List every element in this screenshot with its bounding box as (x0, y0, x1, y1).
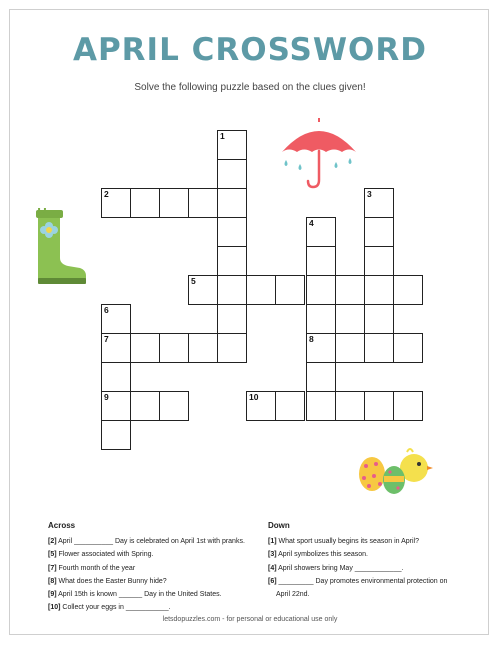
cell[interactable] (306, 333, 336, 363)
clue-number: 3 (367, 189, 372, 199)
cell[interactable] (306, 217, 336, 247)
cell[interactable] (306, 391, 336, 421)
cell[interactable] (217, 246, 247, 276)
clue-item: [9] April 15th is known ______ Day in the United States. (48, 591, 222, 599)
cell[interactable] (188, 188, 218, 218)
footer-text: letsdopuzzles.com - for personal or educational use only (162, 616, 338, 623)
cell[interactable] (393, 391, 423, 421)
cell[interactable] (275, 391, 305, 421)
down-clues (268, 519, 447, 601)
cell[interactable] (335, 333, 365, 363)
cell[interactable] (159, 188, 189, 218)
cell[interactable] (101, 304, 131, 334)
cell[interactable] (364, 246, 394, 276)
clue-number: 10 (249, 392, 259, 402)
rain-boot-icon (30, 208, 90, 286)
across-clues (48, 519, 245, 614)
clue-number: 1 (220, 131, 225, 141)
cell[interactable] (101, 333, 131, 363)
cell[interactable] (335, 275, 365, 305)
cell[interactable] (306, 362, 336, 392)
cell[interactable] (306, 275, 336, 305)
cell[interactable] (217, 333, 247, 363)
cell[interactable] (364, 333, 394, 363)
cell[interactable] (217, 275, 247, 305)
cell[interactable] (188, 333, 218, 363)
clue-item-continued: April 22nd. (276, 591, 310, 599)
clue-number: 9 (104, 392, 109, 402)
instructions: Solve the following puzzle based on the clues given! (134, 82, 366, 93)
cell[interactable] (306, 246, 336, 276)
cell[interactable] (188, 275, 218, 305)
clue-number: 2 (104, 189, 109, 199)
clue-item: [5] Flower associated with Spring. (48, 551, 154, 559)
cell[interactable] (246, 391, 276, 421)
clue-number: 4 (309, 218, 314, 228)
cell[interactable] (335, 391, 365, 421)
clue-item: [3] April symbolizes this season. (268, 551, 368, 559)
clue-number: 8 (309, 334, 314, 344)
cell[interactable] (364, 275, 394, 305)
page-title: APRIL CROSSWORD (72, 32, 428, 68)
cell[interactable] (217, 217, 247, 247)
cell[interactable] (159, 391, 189, 421)
cell[interactable] (393, 333, 423, 363)
clue-item: [1] What sport usually begins its season in April? (268, 538, 419, 546)
cell[interactable] (364, 391, 394, 421)
clue-item: [4] April showers bring May ____________. (268, 564, 404, 572)
cell[interactable] (101, 362, 131, 392)
cell[interactable] (101, 391, 131, 421)
cell[interactable] (130, 391, 160, 421)
clue-item: [2] April __________ Day is celebrated on April 1st with pranks. (48, 538, 245, 546)
cell[interactable] (101, 420, 131, 450)
cell[interactable] (246, 275, 276, 305)
cell[interactable] (306, 304, 336, 334)
clue-item: [10] Collect your eggs in ___________. (48, 604, 171, 612)
cell[interactable] (217, 188, 247, 218)
cell[interactable] (393, 275, 423, 305)
across-heading: Across (48, 521, 76, 530)
umbrella-icon (278, 116, 360, 192)
clue-item: [7] Fourth month of the year (48, 564, 136, 572)
down-heading: Down (268, 521, 290, 530)
cell[interactable] (364, 188, 394, 218)
cell[interactable] (217, 130, 247, 160)
easter-eggs-chick-icon (354, 444, 434, 496)
cell[interactable] (364, 304, 394, 334)
clue-item: [8] What does the Easter Bunny hide? (48, 577, 167, 585)
clue-number: 6 (104, 305, 109, 315)
cell[interactable] (275, 275, 305, 305)
cell[interactable] (159, 333, 189, 363)
cell[interactable] (130, 188, 160, 218)
clue-number: 5 (191, 276, 196, 286)
cell[interactable] (101, 188, 131, 218)
cell[interactable] (364, 217, 394, 247)
cell[interactable] (217, 304, 247, 334)
clue-item: [6] _________ Day promotes environmental protection on (268, 577, 448, 585)
cell[interactable] (130, 333, 160, 363)
clue-number: 7 (104, 334, 109, 344)
cell[interactable] (217, 159, 247, 189)
